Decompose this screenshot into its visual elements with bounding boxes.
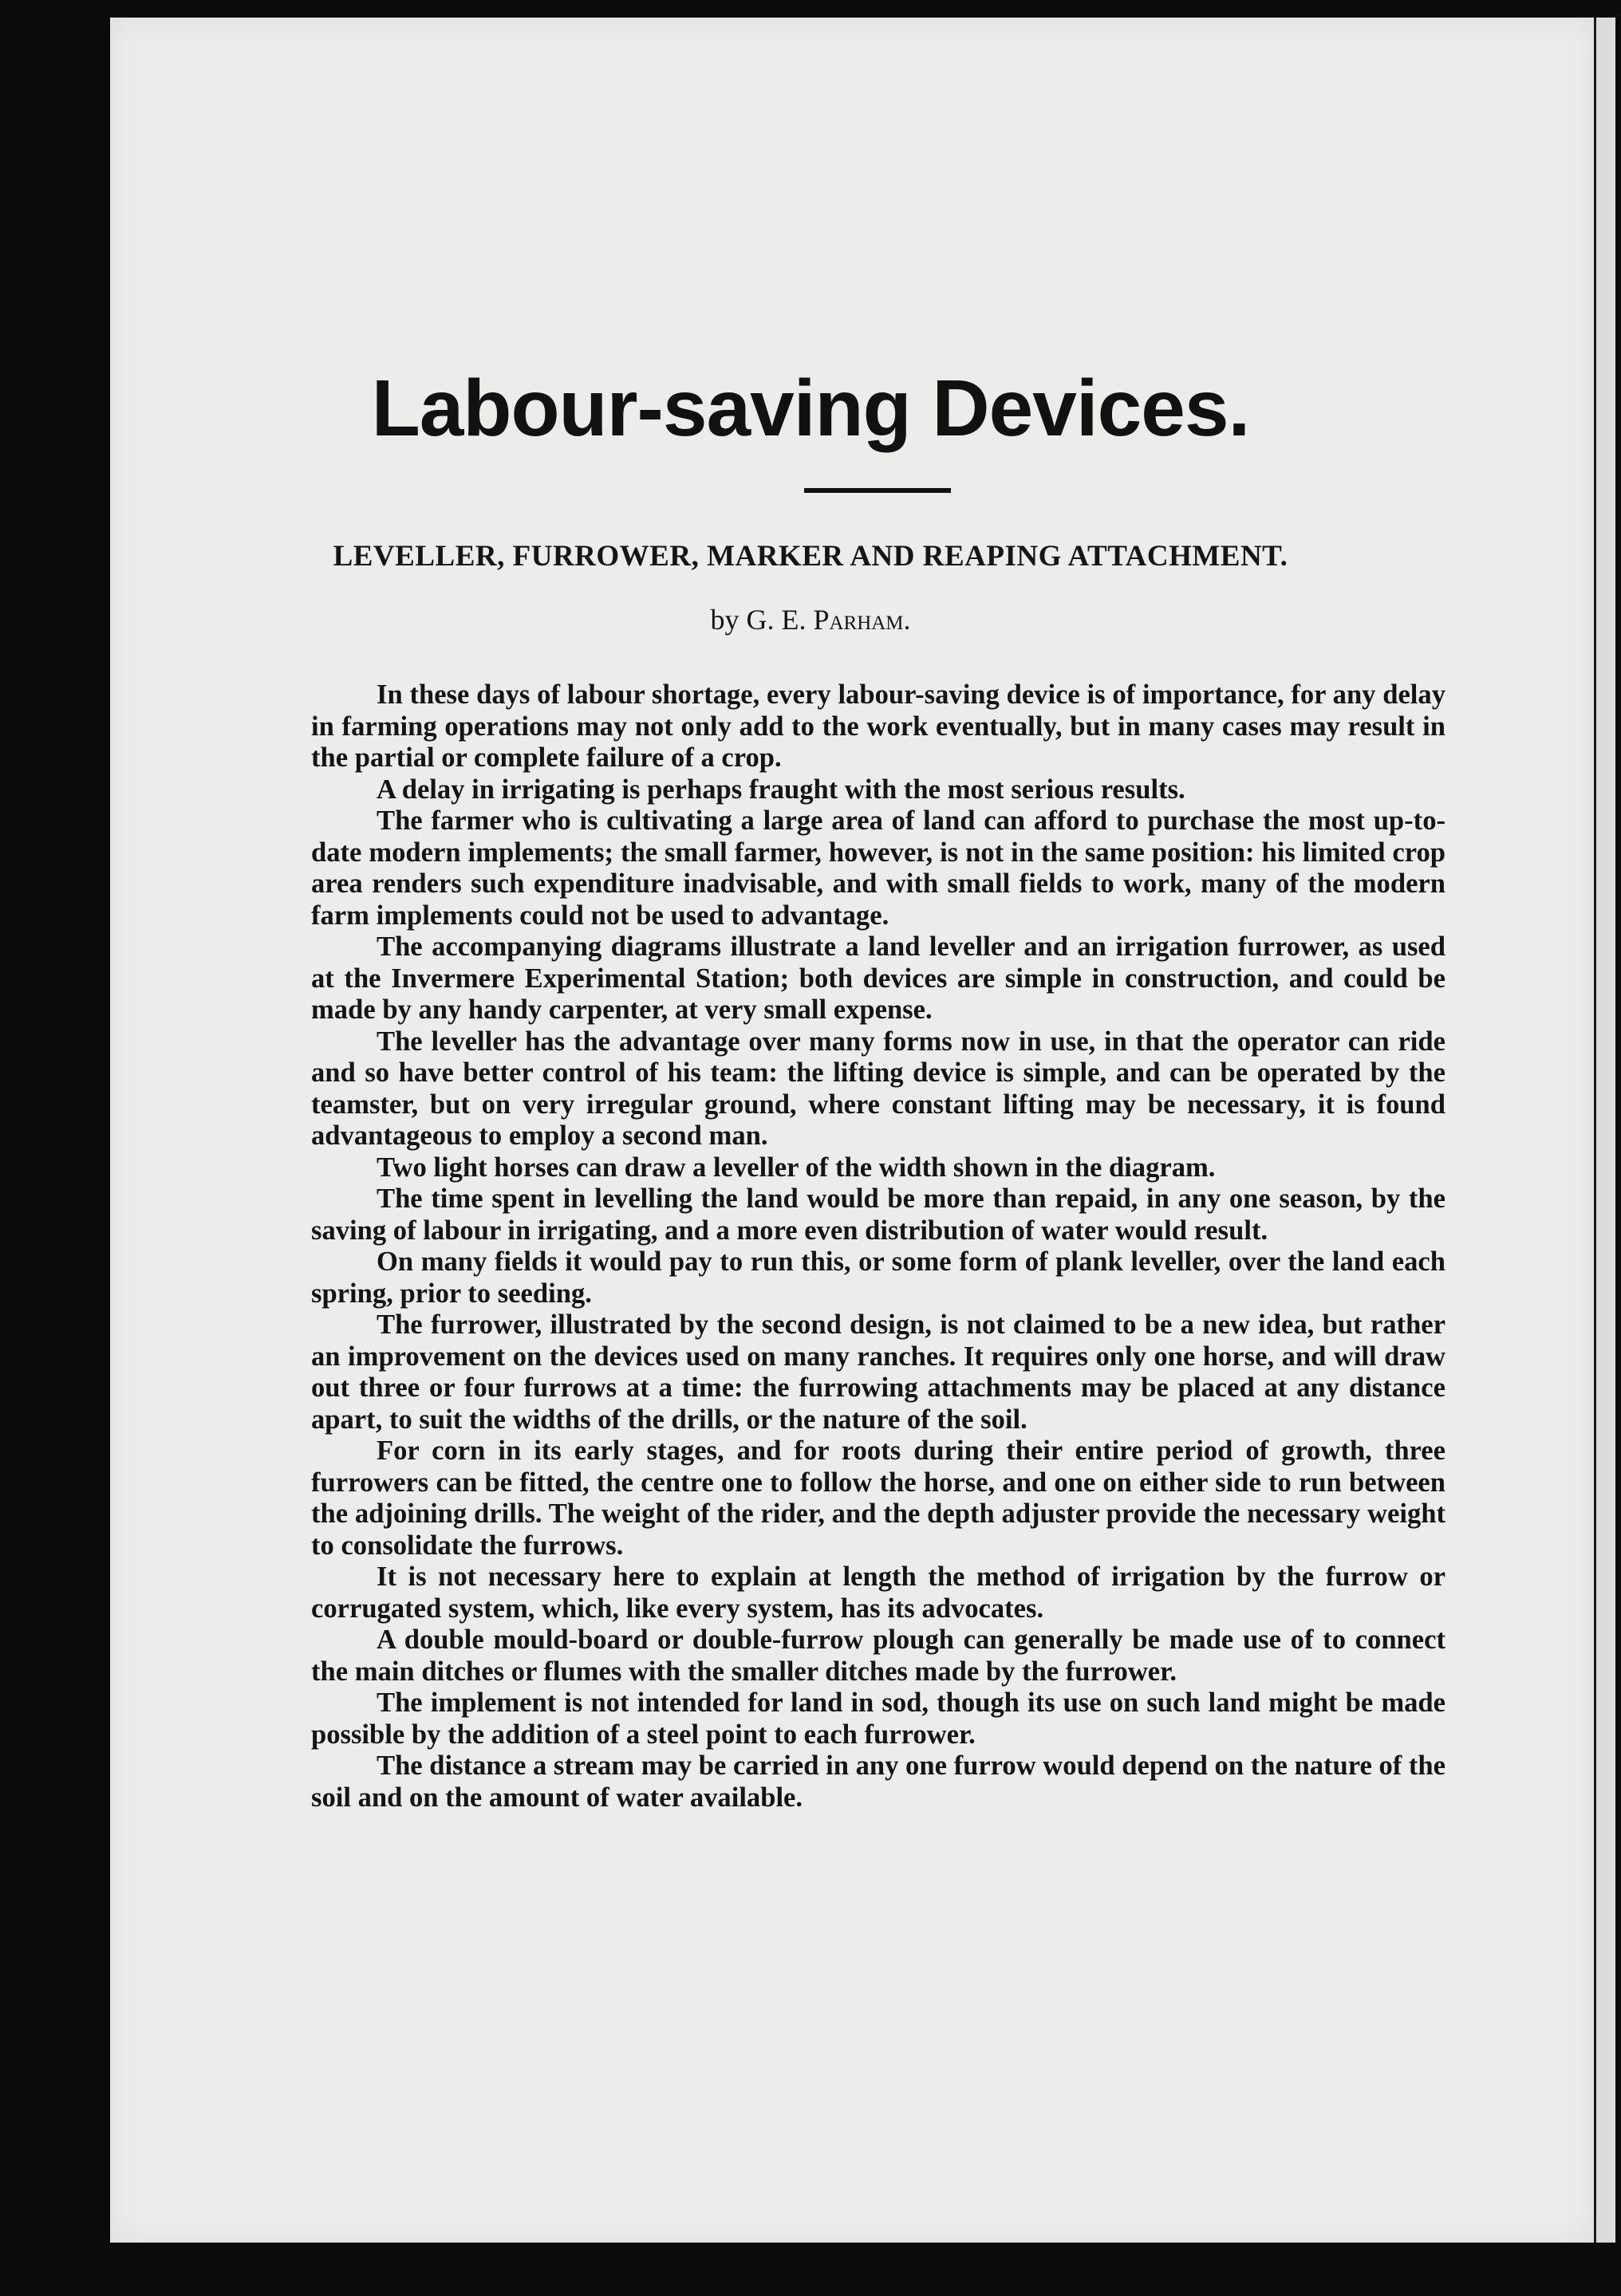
author-name: G. E. Parham. xyxy=(746,604,911,636)
paragraph: Two light horses can draw a leveller of the width shown in the diagram. xyxy=(377,1152,1216,1183)
paragraph: It is not necessary here to explain at length the method of irrigation by the furrow or corrugated system, which, like every system, has its advocates. xyxy=(311,1562,1445,1624)
paragraph: For corn in its early stages, and for roots during their entire period of growth, three furrowers can be fitted, the centre one to follow the horse, and one on either side to run between the adjoining drills. The weight of the rider, and the depth adjuster provide the necessary weight to consolidate the furrows. xyxy=(311,1435,1445,1561)
paragraph: The distance a stream may be carried in any one furrow would depend on the nature of the soil and on the amount of water available. xyxy=(311,1751,1445,1813)
paragraph: A delay in irrigating is perhaps fraught with the most serious results. xyxy=(377,774,1185,805)
paragraph: The furrower, illustrated by the second design, is not claimed to be a new idea, but rather an improvement on the devices used on many ranches. It requires only one horse, and will draw out three or four furrows at a time: the furrowing attachments may be placed at any distance apart, to suit the widths of the drills, or the nature of the soil. xyxy=(311,1309,1445,1435)
paragraph: The accompanying diagrams illustrate a land leveller and an irrigation furrower, as used at the Invermere Experimental Station; both devices are simple in construction, and could be made by any handy carpenter, at very small expense. xyxy=(311,931,1445,1025)
paragraph: The time spent in levelling the land would be more than repaid, in any one season, by the saving of labour in irrigating, and a more even distribution of water would result. xyxy=(311,1183,1445,1246)
paragraph: On many fields it would pay to run this, or some form of plank leveller, over the land each spring, prior to seeding. xyxy=(311,1246,1445,1309)
paragraph: A double mould-board or double-furrow plough can generally be made use of to connect the main ditches or flumes with the smaller ditches made by the furrower. xyxy=(311,1625,1445,1687)
paragraph: The implement is not intended for land in sod, though its use on such land might be made possible by the addition of a steel point to each furrower. xyxy=(311,1688,1445,1750)
document-subtitle: LEVELLER, FURROWER, MARKER AND REAPING ATTACHMENT. xyxy=(333,540,1288,573)
paragraph: The farmer who is cultivating a large area of land can afford to purchase the most up-to-date modern implements; the small farmer, however, is not in the same position: his limited crop area renders such expenditure inadvisable, and with small fields to work, many of the modern farm implements could not be used to advantage. xyxy=(311,805,1445,931)
byline-prefix: by xyxy=(710,604,740,636)
article-body xyxy=(311,679,1445,1814)
adjacent-page-edge xyxy=(1594,18,1615,2243)
paragraph: In these days of labour shortage, every labour-saving device is of importance, for any delay in farming operations may not only add to the work eventually, but in many cases may result in the partial or complete failure of a crop. xyxy=(311,679,1445,773)
document-title: Labour-saving Devices. xyxy=(371,364,1250,453)
byline xyxy=(0,603,1621,636)
title-rule xyxy=(804,488,951,493)
paragraph: The leveller has the advantage over many forms now in use, in that the operator can ride and so have better control of his team: the lifting device is simple, and can be operated by the teamster, but on very irregular ground, where constant lifting may be necessary, it is found advantageous to employ a second man. xyxy=(311,1026,1445,1151)
